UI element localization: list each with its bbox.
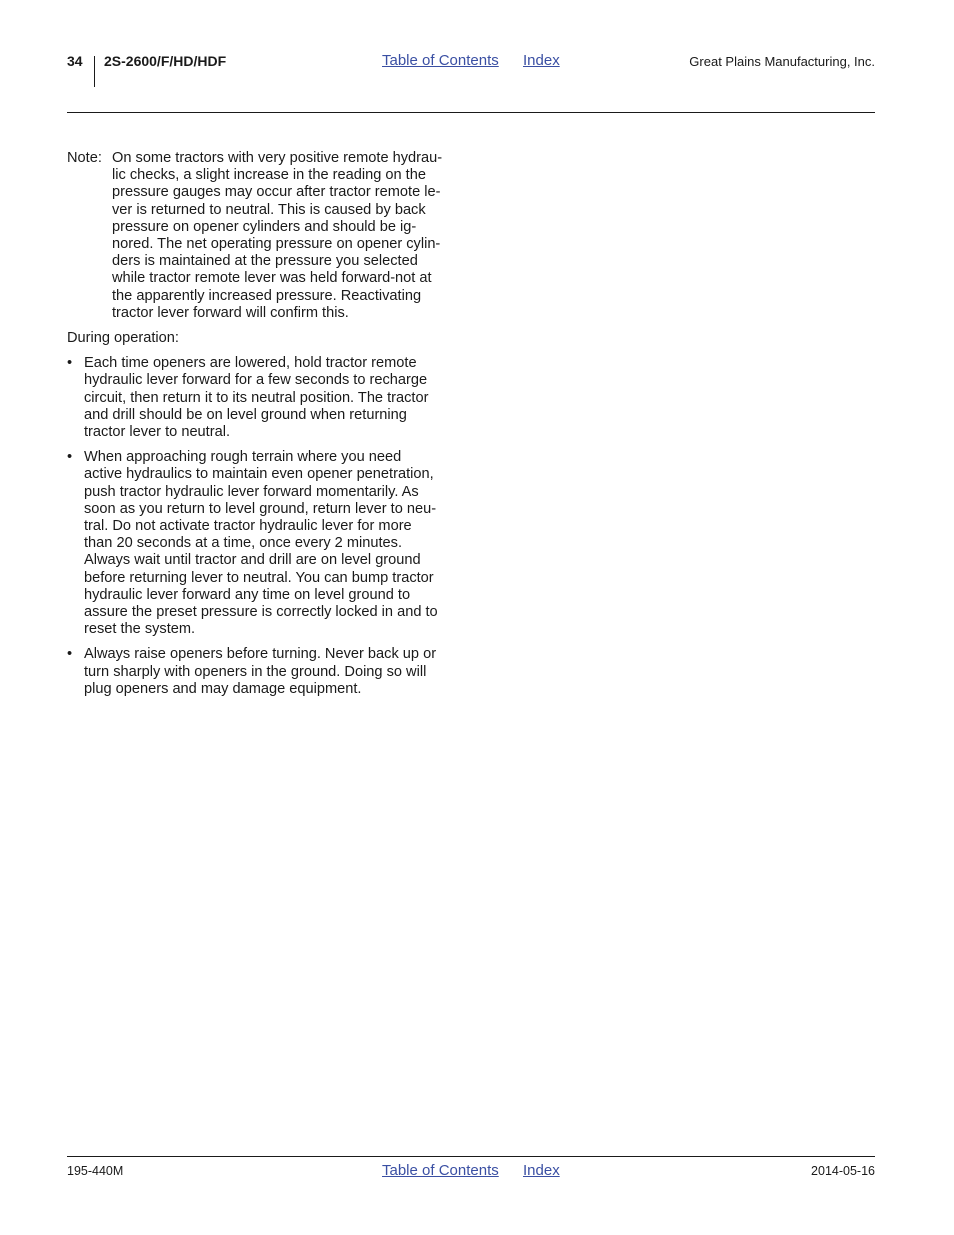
bullet-line: push tractor hydraulic lever forward momentarily. As	[84, 483, 419, 500]
publication-date: 2014-05-16	[811, 1164, 875, 1178]
bullet-line: Each time openers are lowered, hold tractor remote	[84, 355, 417, 372]
note-line: tractor lever forward will confirm this.	[112, 304, 349, 321]
company-name: Great Plains Manufacturing, Inc.	[689, 54, 875, 69]
header-rule	[67, 112, 875, 113]
bullet-text	[84, 646, 462, 698]
note-line: lic checks, a slight increase in the reading on the	[112, 167, 426, 184]
bullet-line: tractor lever to neutral.	[84, 424, 231, 441]
bullet-mark: •	[67, 646, 73, 663]
bullet-line: soon as you return to level ground, return lever to neu-	[84, 500, 437, 517]
bullet-line: When approaching rough terrain where you need	[84, 449, 402, 466]
bullet-line: Always wait until tractor and drill are on level ground	[84, 552, 421, 569]
bullet-mark: •	[67, 449, 73, 466]
note-line: while tractor remote lever was held forward-not at	[112, 270, 432, 287]
bullet-line: plug openers and may damage equipment.	[84, 680, 362, 697]
note-label: Note:	[67, 150, 102, 166]
bullet-line: active hydraulics to maintain even opener penetration,	[84, 466, 434, 483]
page-number: 34	[67, 53, 83, 69]
bullet-line: Always raise openers before turning. Never back up or	[84, 646, 437, 663]
note-line: the apparently increased pressure. Reactivating	[112, 287, 422, 304]
note-line: pressure on opener cylinders and should be ig-	[112, 218, 417, 235]
note-line: nored. The net operating pressure on opener cylin-	[112, 236, 441, 253]
model-title: 2S-2600/F/HD/HDF	[104, 53, 227, 69]
bullet-item	[67, 355, 462, 441]
note-line: ders is maintained at the pressure you selected	[112, 253, 418, 270]
bullet-line: before returning lever to neutral. You can bump tractor	[84, 569, 434, 586]
note-text	[112, 150, 462, 322]
header-divider	[94, 56, 95, 87]
bullet-line: hydraulic lever forward any time on level ground to	[84, 586, 411, 603]
bullet-item	[67, 449, 462, 638]
bullet-mark: •	[67, 355, 73, 372]
bullet-text	[84, 355, 462, 441]
note-line: On some tractors with very positive remote hydrau-	[112, 150, 443, 166]
bullet-line: assure the preset pressure is correctly locked in and to	[84, 604, 438, 621]
bullet-line: circuit, then return it to its neutral position. The tractor	[84, 389, 429, 406]
bullet-item	[67, 646, 462, 698]
note-block	[67, 150, 462, 322]
intro-paragraph: During operation:	[67, 330, 179, 347]
page-content	[67, 150, 462, 698]
footer-rule	[67, 1156, 875, 1157]
footer-index-link[interactable]: Index	[523, 1162, 560, 1179]
footer-table-of-contents-link[interactable]: Table of Contents	[382, 1162, 499, 1179]
bullet-line: hydraulic lever forward for a few seconds to recharge	[84, 372, 428, 389]
table-of-contents-link[interactable]: Table of Contents	[382, 52, 499, 69]
bullet-text	[84, 449, 462, 638]
note-line: ver is returned to neutral. This is caused by back	[112, 201, 426, 218]
bullet-line: tral. Do not activate tractor hydraulic lever for more	[84, 518, 412, 535]
index-link[interactable]: Index	[523, 52, 560, 69]
bullet-line: turn sharply with openers in the ground. Doing so will	[84, 663, 427, 680]
note-line: pressure gauges may occur after tractor remote le-	[112, 184, 441, 201]
bullet-line: reset the system.	[84, 621, 196, 638]
bullet-line: and drill should be on level ground when returning	[84, 406, 407, 423]
document-number: 195-440M	[67, 1164, 124, 1178]
bullet-line: than 20 seconds at a time, once every 2 minutes.	[84, 535, 402, 552]
